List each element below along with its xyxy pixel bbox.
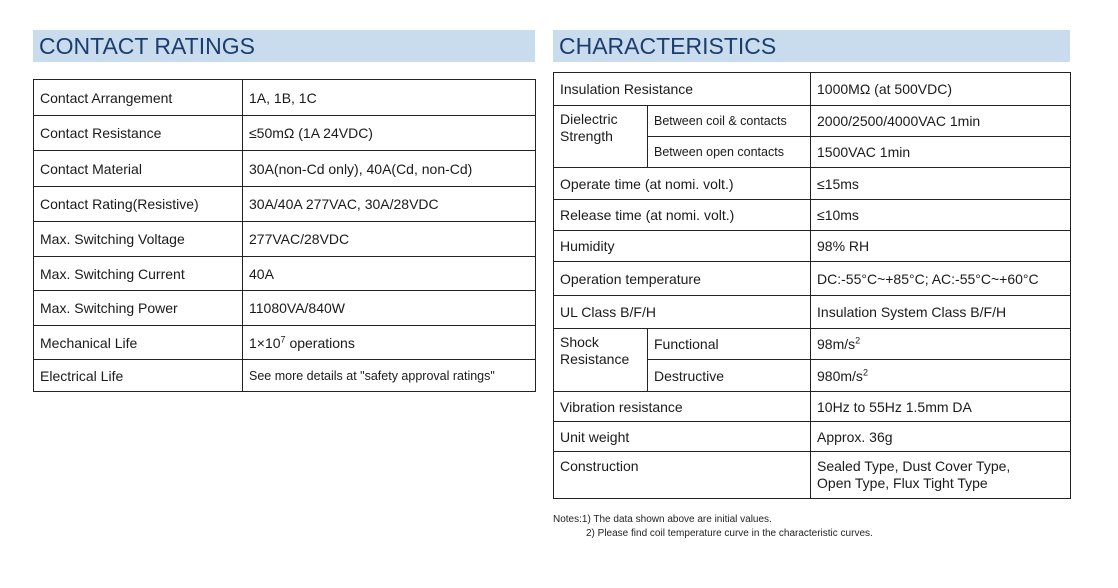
notes (553, 513, 873, 541)
row-label: Max. Switching Power (34, 291, 243, 326)
row-value (243, 326, 536, 360)
row-value: 1000MΩ (at 500VDC) (811, 73, 1071, 106)
table-row (554, 296, 1071, 329)
characteristics-table (553, 72, 1071, 499)
table-row (34, 187, 536, 222)
exponent: 7 (280, 333, 286, 344)
row-value: 1500VAC 1min (811, 137, 1071, 168)
row-value: Approx. 36g (811, 422, 1071, 452)
row-value (811, 452, 1071, 499)
contact-ratings-table (33, 79, 536, 392)
row-value: ≤15ms (811, 168, 1071, 200)
row-label: Max. Switching Voltage (34, 222, 243, 257)
row-label: Electrical Life (34, 360, 243, 392)
note-line-2: 2) Please find coil temperature curve in the characteristic curves. (586, 528, 873, 539)
table-row (554, 106, 1071, 137)
table-row (554, 452, 1071, 499)
table-row (554, 200, 1071, 231)
characteristics-header: CHARACTERISTICS (553, 30, 1070, 62)
row-value: 40A (243, 257, 536, 291)
dielectric-strength-label: Dielectric Strength (554, 106, 648, 168)
table-row (554, 168, 1071, 200)
table-row (554, 73, 1071, 106)
row-sublabel: Between coil & contacts (648, 106, 811, 137)
value-text: operations (285, 334, 355, 351)
row-value (811, 329, 1071, 360)
row-value (811, 360, 1071, 392)
row-value: Insulation System Class B/F/H (811, 296, 1071, 329)
value-line: Open Type, Flux Tight Type (817, 475, 988, 491)
row-value: ≤10ms (811, 200, 1071, 231)
row-value: ≤50mΩ (1A 24VDC) (243, 116, 536, 151)
row-label: Operate time (at nomi. volt.) (554, 168, 811, 200)
row-value: 2000/2500/4000VAC 1min (811, 106, 1071, 137)
table-row (34, 291, 536, 326)
table-row (34, 326, 536, 360)
row-value: 11080VA/840W (243, 291, 536, 326)
row-label: Operation temperature (554, 262, 811, 296)
row-value: 30A(non-Cd only), 40A(Cd, non-Cd) (243, 151, 536, 187)
table-row (554, 422, 1071, 452)
row-value: 30A/40A 277VAC, 30A/28VDC (243, 187, 536, 222)
value-line: Sealed Type, Dust Cover Type, (817, 458, 1011, 474)
row-value: 98% RH (811, 231, 1071, 262)
row-label: Release time (at nomi. volt.) (554, 200, 811, 231)
row-value: 10Hz to 55Hz 1.5mm DA (811, 392, 1071, 422)
row-label: Contact Arrangement (34, 80, 243, 116)
row-label: Contact Resistance (34, 116, 243, 151)
table-row (554, 262, 1071, 296)
exponent: 2 (862, 366, 868, 377)
table-row (554, 231, 1071, 262)
row-label: Unit weight (554, 422, 811, 452)
row-label: Vibration resistance (554, 392, 811, 422)
table-row (554, 329, 1071, 360)
row-label: Mechanical Life (34, 326, 243, 360)
row-sublabel: Destructive (648, 360, 811, 392)
value-text: 980m/s (817, 367, 863, 384)
row-value: 277VAC/28VDC (243, 222, 536, 257)
exponent: 2 (855, 335, 861, 346)
row-label: Humidity (554, 231, 811, 262)
table-row (34, 222, 536, 257)
row-label: Contact Rating(Resistive) (34, 187, 243, 222)
row-value: 1A, 1B, 1C (243, 80, 536, 116)
row-label: Max. Switching Current (34, 257, 243, 291)
table-row (34, 151, 536, 187)
row-sublabel: Between open contacts (648, 137, 811, 168)
table-row (34, 80, 536, 116)
value-text: 98m/s (817, 336, 856, 352)
row-value: DC:-55°C~+85°C; AC:-55°C~+60°C (811, 262, 1071, 296)
row-value: See more details at "safety approval ratings" (243, 360, 536, 392)
row-label: Contact Material (34, 151, 243, 187)
table-row (34, 360, 536, 392)
shock-resistance-label: Shock Resistance (554, 329, 648, 392)
row-label: Insulation Resistance (554, 73, 811, 106)
table-row (34, 257, 536, 291)
value-text: 1×10 (249, 334, 281, 351)
row-label: UL Class B/F/H (554, 296, 811, 329)
note-line-1: Notes:1) The data shown above are initial values. (553, 514, 772, 525)
row-label: Construction (554, 452, 811, 499)
row-sublabel: Functional (648, 329, 811, 360)
table-row (554, 392, 1071, 422)
table-row (34, 116, 536, 151)
contact-ratings-header: CONTACT RATINGS (33, 30, 535, 62)
